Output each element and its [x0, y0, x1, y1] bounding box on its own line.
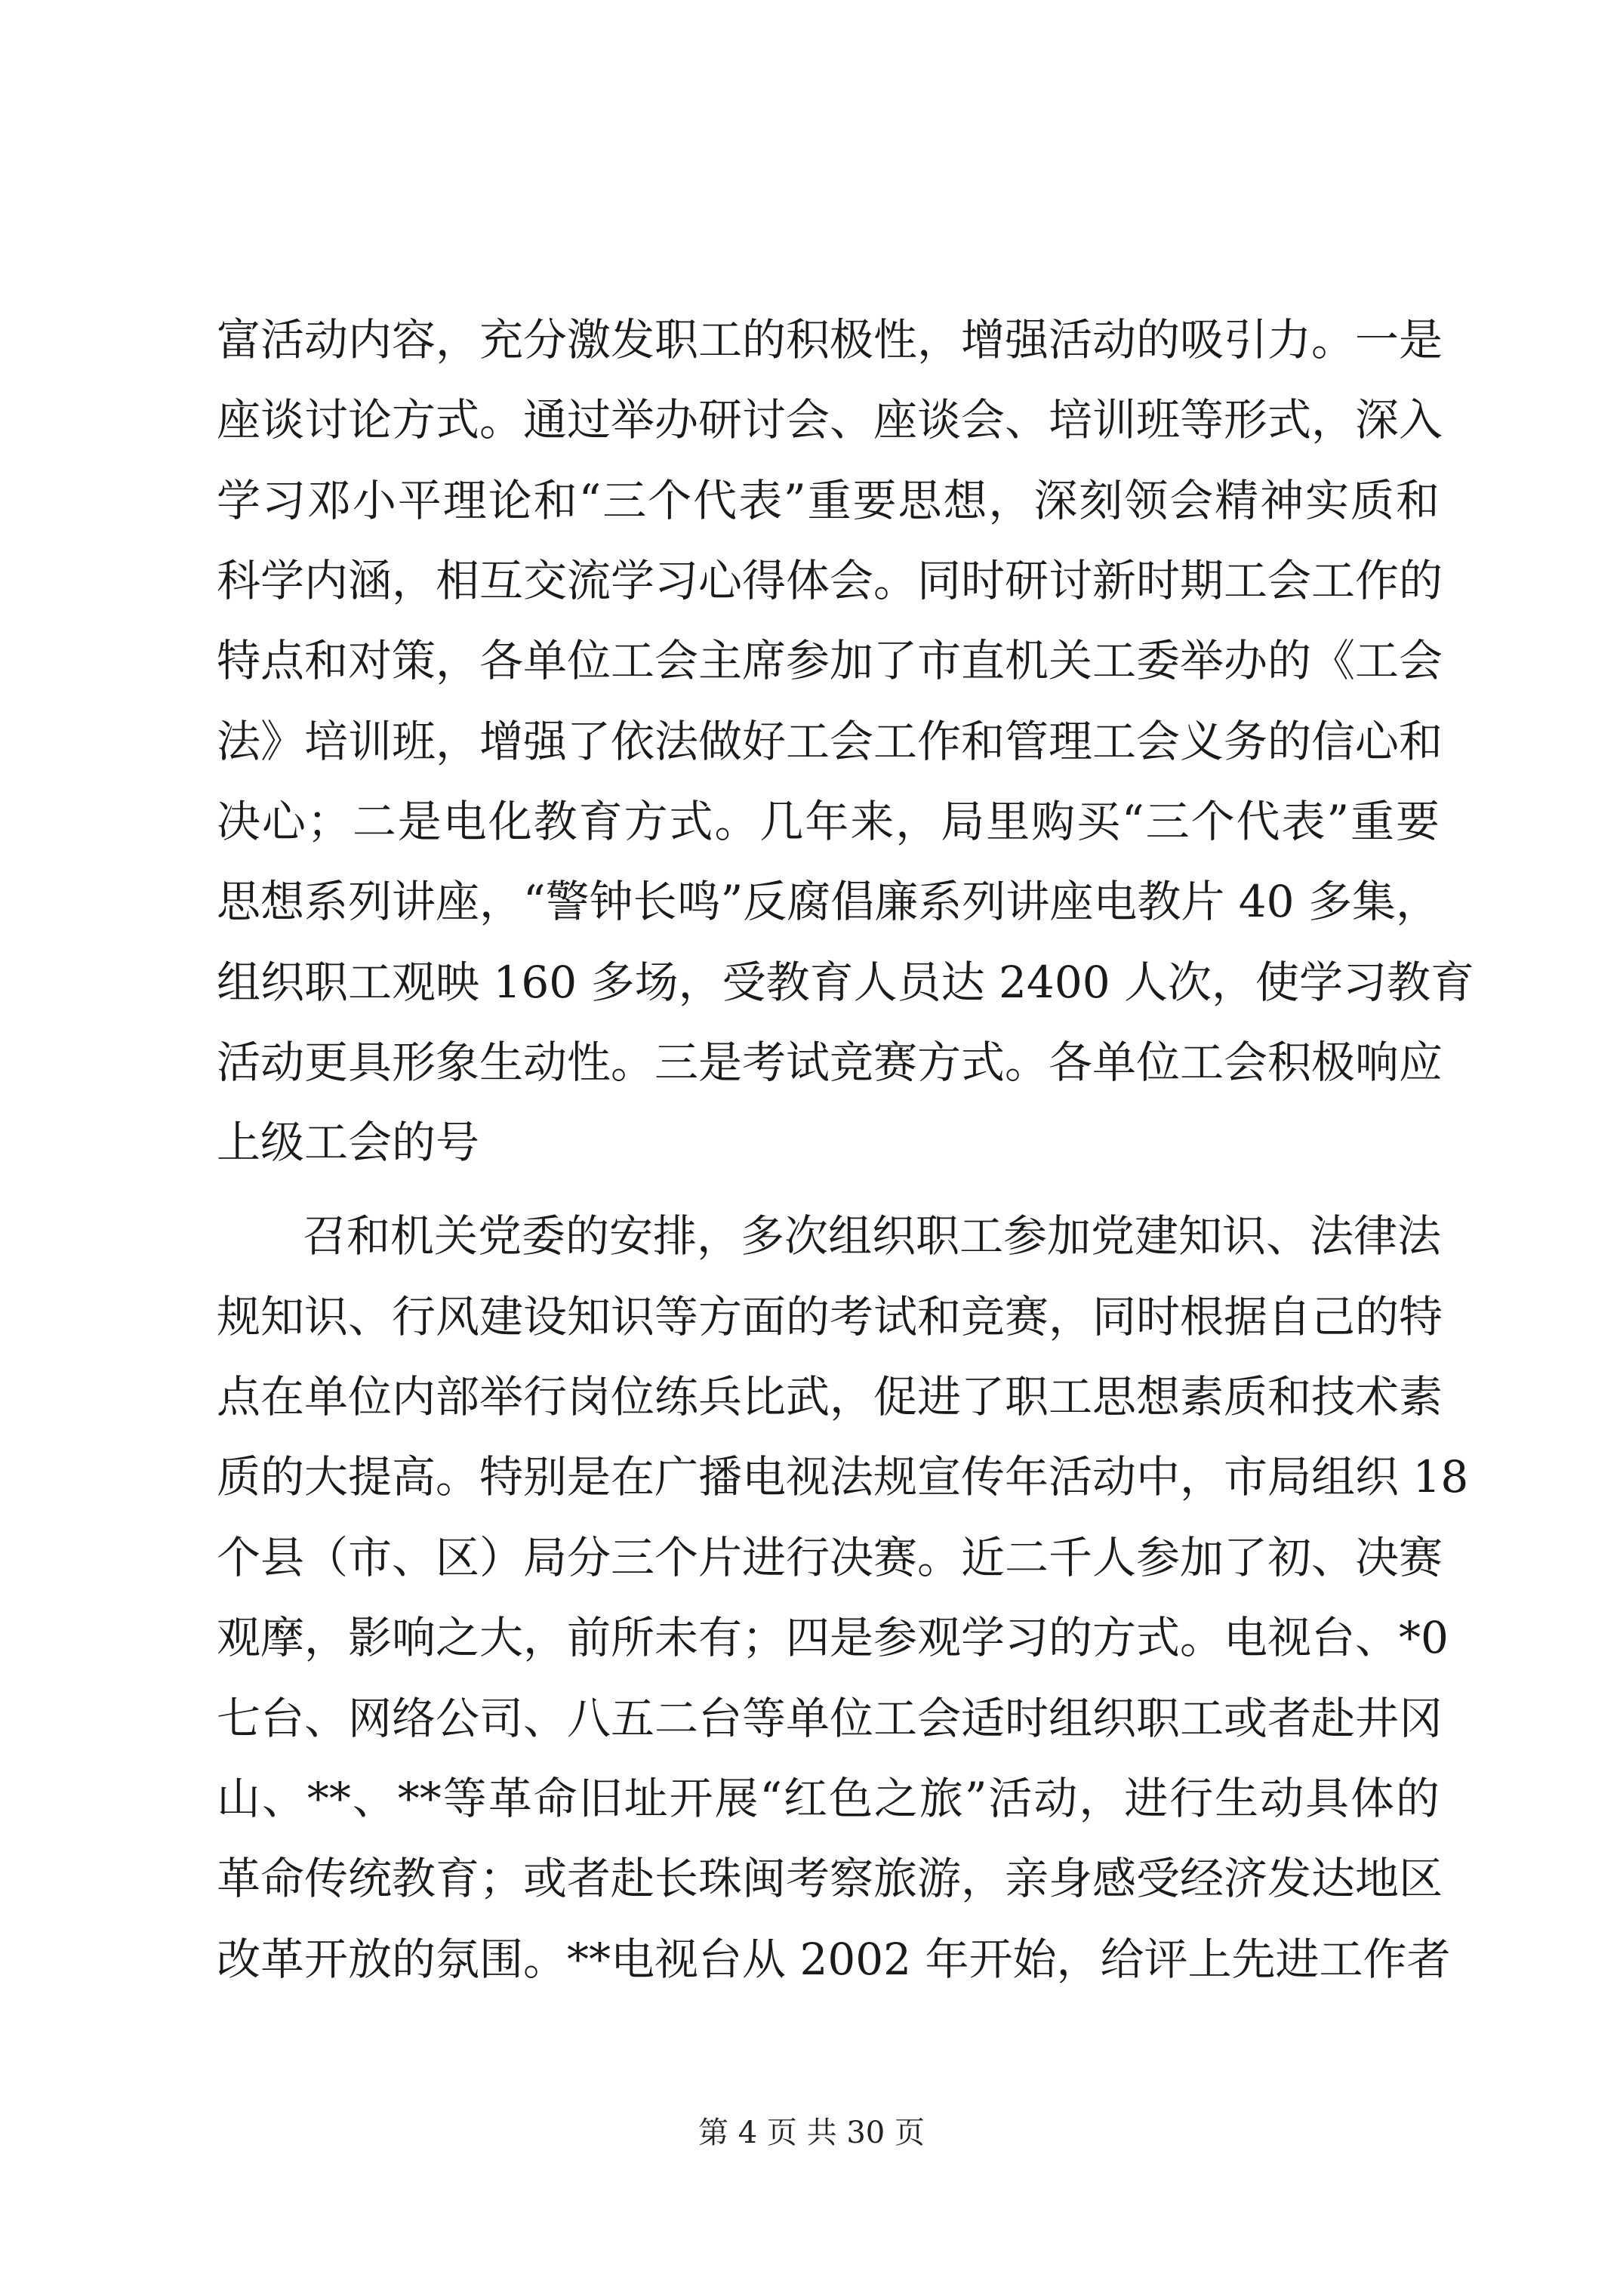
paragraph-line: 学习邓小平理论和“三个代表”重要思想，深刻领会精神实质和 — [217, 475, 1440, 526]
paragraph-line: 特点和对策，各单位工会主席参加了市直机关工委举办的《工会 — [217, 635, 1443, 686]
paragraph-line: 改革开放的氛围。**电视台从 2002 年开始，给评上先进工作者 — [217, 1934, 1451, 1985]
paragraph-line: 七台、网络公司、八五二台等单位工会适时组织职工或者赴井冈 — [217, 1693, 1443, 1744]
paragraph-line: 活动更具形象生动性。三是考试竞赛方式。各单位工会积极响应 — [217, 1037, 1443, 1088]
page-number-footer: 第 4 页 共 30 页 — [698, 2116, 925, 2150]
paragraph-line: 思想系列讲座，“警钟长鸣”反腐倡廉系列讲座电教片 40 多集， — [217, 876, 1440, 927]
paragraph-line: 组织职工观映 160 多场，受教育人员达 2400 人次，使学习教育 — [217, 957, 1475, 1008]
paragraph-line: 决心；二是电化教育方式。几年来，局里购买“三个代表”重要 — [217, 796, 1440, 847]
paragraph-line: 点在单位内部举行岗位练兵比武，促进了职工思想素质和技术素 — [217, 1371, 1443, 1422]
paragraph-line: 上级工会的号 — [217, 1117, 480, 1168]
paragraph-line: 规知识、行风建设知识等方面的考试和竞赛，同时根据自己的特 — [217, 1291, 1443, 1342]
paragraph-line: 质的大提高。特别是在广播电视法规宣传年活动中，市局组织 18 — [217, 1451, 1469, 1502]
paragraph-line: 革命传统教育；或者赴长珠闽考察旅游，亲身感受经济发达地区 — [217, 1853, 1443, 1904]
paragraph-line: 科学内涵，相互交流学习心得体会。同时研讨新时期工会工作的 — [217, 555, 1443, 606]
paragraph-line: 法》培训班，增强了依法做好工会工作和管理工会义务的信心和 — [217, 716, 1443, 767]
paragraph-line: 座谈讨论方式。通过举办研讨会、座谈会、培训班等形式，深入 — [217, 394, 1443, 445]
paragraph-line: 召和机关党委的安排，多次组织职工参加党建知识、法律法 — [303, 1210, 1442, 1262]
paragraph-line: 山、**、**等革命旧址开展“红色之旅”活动，进行生动具体的 — [217, 1773, 1440, 1824]
paragraph-line: 个县（市、区）局分三个片进行决赛。近二千人参加了初、决赛 — [217, 1532, 1443, 1583]
paragraph-line: 观摩，影响之大，前所未有；四是参观学习的方式。电视台、*0 — [217, 1612, 1449, 1663]
paragraph-line: 富活动内容，充分激发职工的积极性，增强活动的吸引力。一是 — [217, 314, 1443, 365]
